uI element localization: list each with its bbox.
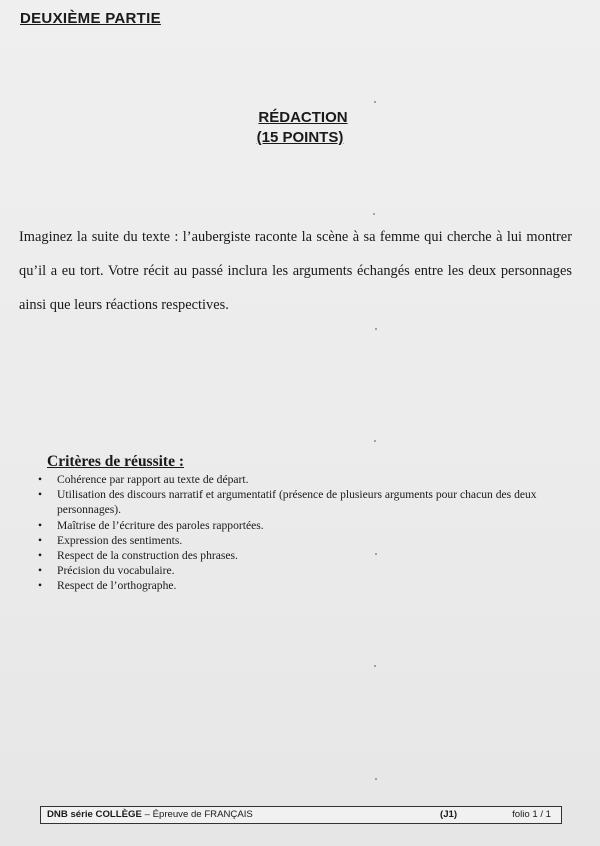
footer-series: DNB série COLLÈGE [47,809,142,820]
list-item: • Maîtrise de l’écriture des paroles rapportées. [38,518,548,533]
footer-code: (J1) [440,809,458,820]
section-points: (15 POINTS) [256,129,344,146]
scan-speck [375,553,377,555]
footer-exam [47,807,253,823]
part-title: DEUXIÈME PARTIE [20,10,161,27]
list-item: • Utilisation des discours narratif et argumentatif (présence de plusieurs arguments pour chacun des deux personnages). [38,487,548,517]
list-item: • Cohérence par rapport au texte de départ. [38,472,548,487]
list-item: • Précision du vocabulaire. [38,563,548,578]
list-item: • Expression des sentiments. [38,533,548,548]
section-title: RÉDACTION [258,109,348,126]
scan-speck [374,101,376,103]
section-heading [0,108,590,148]
list-item: • Respect de l’orthographe. [38,578,548,593]
footer-box [40,806,562,824]
scan-speck [373,213,375,215]
scan-speck [375,328,377,330]
scan-speck [375,778,377,780]
footer-folio: folio 1 / 1 [512,809,551,820]
writing-prompt: Imaginez la suite du texte : l’aubergiste raconte la scène à sa femme qui cherche à lui montrer qu’il a eu tort. Votre récit au passé inclura les arguments échangés entre les deux personnages ainsi que leurs réactions respectives. [19,229,572,313]
footer-separator: – [141,809,153,820]
criteria-list [38,472,548,594]
criteria-title: Critères de réussite : [47,453,185,470]
scan-speck [374,665,376,667]
footer-subject: Épreuve de FRANÇAIS [152,809,253,820]
scan-speck [374,440,376,442]
list-item: • Respect de la construction des phrases. [38,548,548,563]
